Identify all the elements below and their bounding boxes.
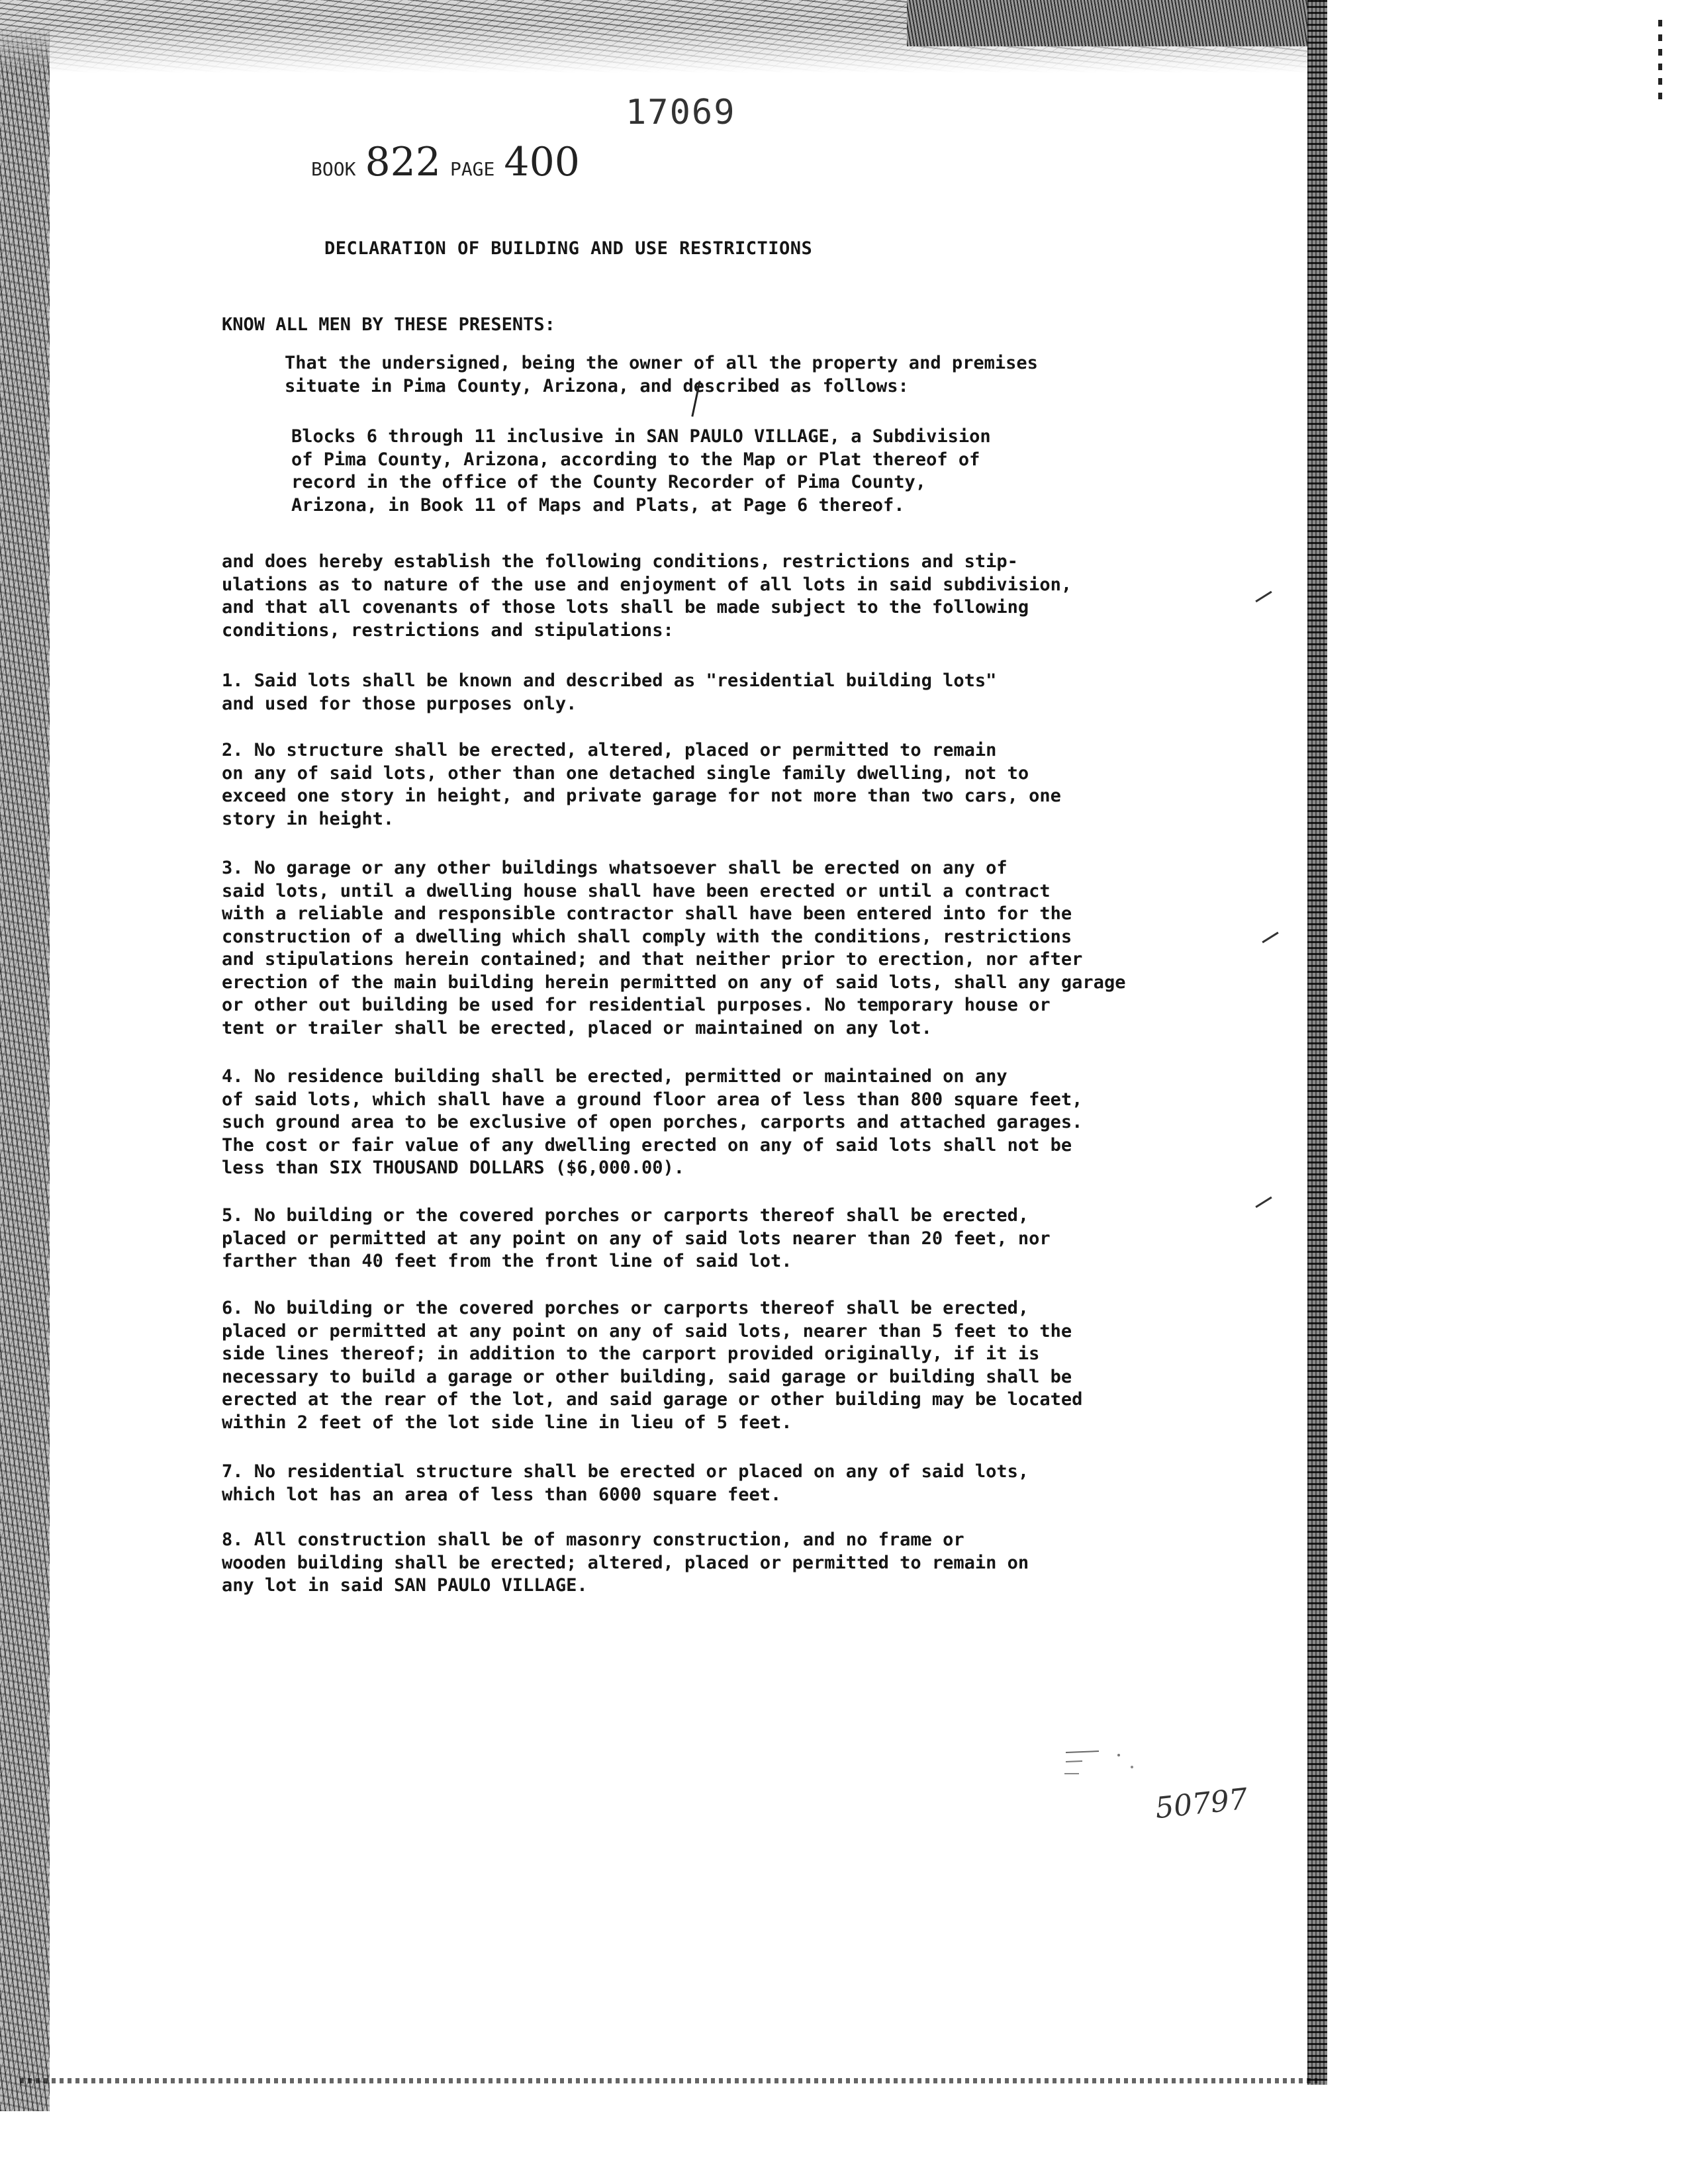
- scan-noise-bottom: [20, 2078, 1317, 2083]
- intro-line: KNOW ALL MEN BY THESE PRESENTS:: [222, 314, 555, 335]
- restriction-4: 4. No residence building shall be erected, permitted or maintained on any of said lots, which shall have a ground floor area of less than 800 square feet, such ground area to be exclusive of open porches, carports and attached garages. The cost or fair value of any dwelling erected on any of said lots shall not be less than SIX THOUSAND DOLLARS ($6,000.00).: [222, 1066, 1083, 1178]
- preamble: That the undersigned, being the owner of all the property and premises situate in Pima County, Arizona, and described as follows:: [285, 353, 1038, 396]
- scan-noise-left: [0, 0, 50, 2111]
- establishment-paragraph: and does hereby establish the following conditions, restrictions and stip- ulations as to nature of the use and enjoyment of all lots in said subdivision, and that all covenants of those lots shall be made subject to the following conditions, restrictions and stipulations:: [222, 551, 1072, 641]
- book-reference: [311, 139, 580, 185]
- restriction-8: 8. All construction shall be of masonry construction, and no frame or wooden building shall be erected; altered, placed or permitted to remain on any lot in said SAN PAULO VILLAGE.: [222, 1529, 1029, 1596]
- restriction-1: 1. Said lots shall be known and described as "residential building lots" and used for those purposes only.: [222, 670, 997, 714]
- restriction-5: 5. No building or the covered porches or carports thereof shall be erected, placed or permitted at any point on any of said lots nearer than 20 feet, nor farther than 40 feet from the front line of said lot.: [222, 1205, 1051, 1271]
- restriction-6: 6. No building or the covered porches or carports thereof shall be erected, placed or permitted at any point on any of said lots, nearer than 5 feet to the side lines thereof; in addition to the carport provided originally, if it is necessary to build a garage or other building, said garage or building shall be erected at the rear of the lot, and said garage or other building may be located within 2 feet of the lot side line in lieu of 5 feet.: [222, 1298, 1083, 1433]
- book-number: 822: [365, 139, 441, 185]
- legal-description: Blocks 6 through 11 inclusive in SAN PAULO VILLAGE, a Subdivision of Pima County, Arizona, according to the Map or Plat thereof of record in the office of the County Recorder of Pima County, Arizona, in Book 11 of Maps and Plats, at Page 6 thereof.: [291, 426, 991, 516]
- restriction-7: 7. No residential structure shall be erected or placed on any of said lots, which lot has an area of less than 6000 square feet.: [222, 1461, 1029, 1505]
- handwritten-note: 50797: [1153, 1782, 1250, 1826]
- book-label: BOOK: [311, 158, 356, 180]
- margin-tick: [1255, 591, 1272, 602]
- page-number: 400: [504, 139, 580, 185]
- margin-tick: [1255, 1197, 1272, 1208]
- scan-noise-right: [1307, 0, 1327, 2085]
- recorder-stamp: [1059, 1747, 1172, 1787]
- scan-noise-top-right: [907, 0, 1317, 46]
- edge-marks: [1658, 20, 1662, 106]
- document-number: 17069: [626, 93, 736, 132]
- page-label: PAGE: [449, 158, 495, 180]
- restriction-2: 2. No structure shall be erected, altered, placed or permitted to remain on any of said lots, other than one detached single family dwelling, not to exceed one story in height, and private garage for not more than two cars, one story in height.: [222, 740, 1061, 829]
- restriction-3: 3. No garage or any other buildings whatsoever shall be erected on any of said lots, until a dwelling house shall have been erected or until a contract with a reliable and responsible contractor shall have been entered into for the construction of a dwelling which shall comply with the conditions, restrictions and stipulations herein contained; and that neither prior to erection, nor after erection of the main building herein permitted on any of said lots, shall any garage or other out building be used for residential purposes. No temporary house or tent or trailer shall be erected, placed or maintained on any lot.: [222, 858, 1126, 1038]
- margin-tick: [1262, 932, 1278, 943]
- document-title: DECLARATION OF BUILDING AND USE RESTRICTIONS: [324, 238, 813, 259]
